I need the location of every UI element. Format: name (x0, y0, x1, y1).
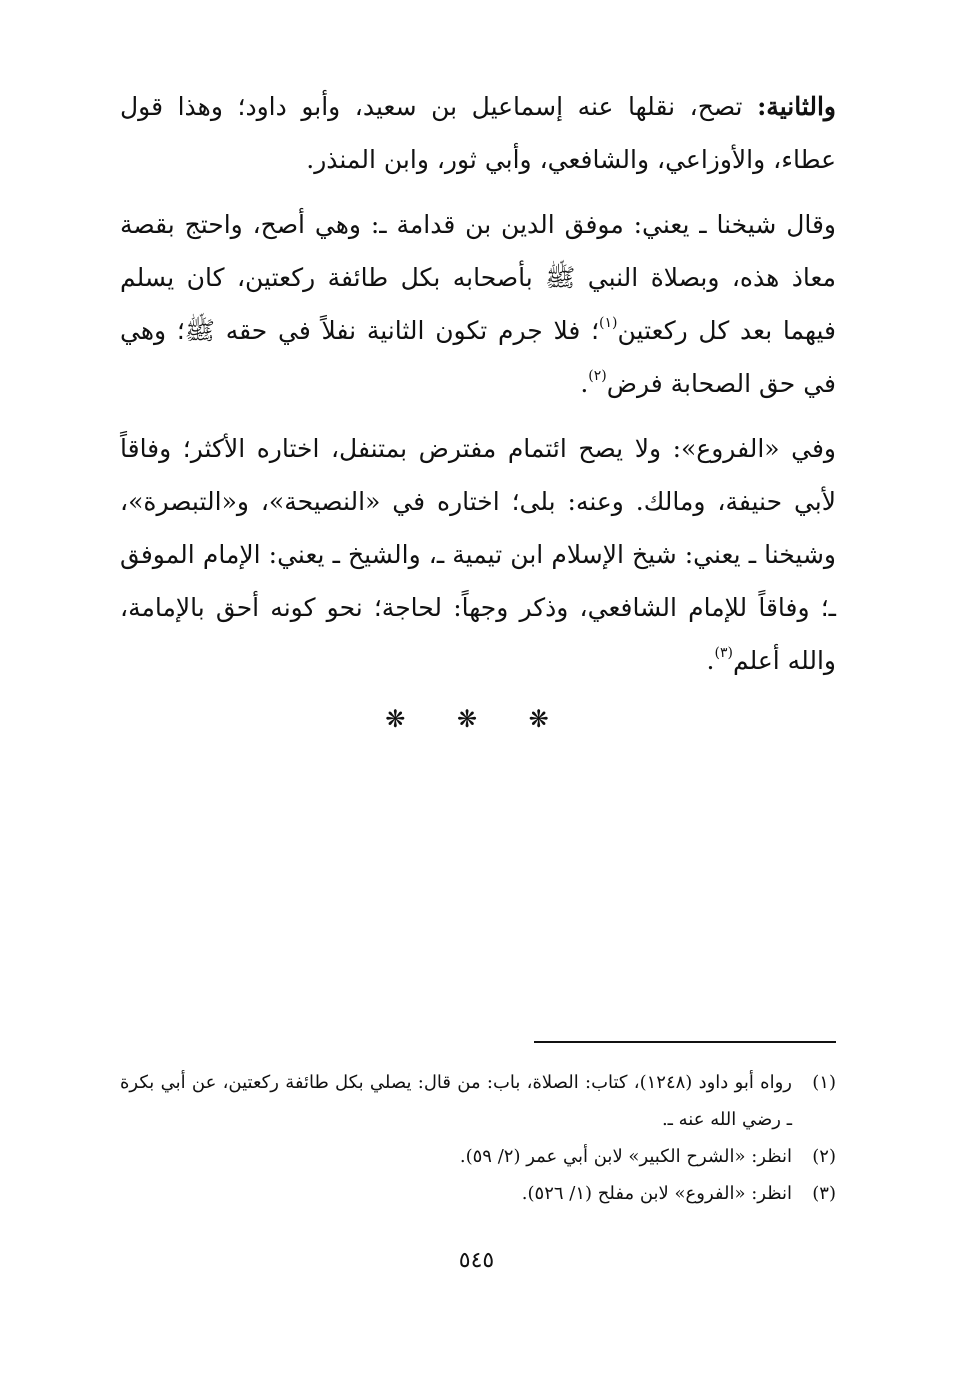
paragraph-text: . (580, 369, 589, 398)
paragraph-text: وفي «الفروع»: ولا يصح ائتمام مفترض بمتنفل، اختاره الأكثر؛ وفاقاً لأبي حنيفة، ومالك. وعنه: بلى؛ اختاره في «النصيحة»، و«التبصرة»، وشيخنا ـ يعني: شيخ الإسلام ابن تيمية ـ، والشيخ ـ يعني: الإمام الموفق ـ؛ وفاقاً للإمام الشافعي، وذكر وجهاً: لحاجة؛ نحو كونه أحق بالإمامة، والله أعلم (120, 434, 836, 675)
footnote-ref[interactable]: (١) (599, 315, 618, 331)
paragraph-lead: والثانية: (757, 92, 836, 121)
paragraph-2 (120, 198, 836, 410)
section-separator: ❋ ❋ ❋ (385, 705, 571, 733)
page-number: ٥٤٥ (458, 1248, 495, 1273)
paragraph-text: . (706, 646, 715, 675)
footnote-number: (١) (812, 1072, 836, 1093)
paragraph-1 (120, 80, 836, 186)
paragraph-text: وقال شيخنا ـ يعني: موفق الدين بن قدامة ـ: وهي أصح، واحتج بقصة معاذ هذه، وبصلاة النبي ﷺ بأصحابه بكل طائفة ركعتين، كان يسلم فيهما بعد كل ركعتين (120, 210, 836, 345)
footnote-divider (534, 1041, 836, 1043)
footnote-text: انظر: «الشرح الكبير» لابن أبي عمر (٢/ ٥٩). (459, 1146, 792, 1167)
footnote-item (120, 1175, 836, 1212)
footnote-text: رواه أبو داود (١٢٤٨)، كتاب: الصلاة، باب: من قال: يصلي بكل طائفة ركعتين، عن أبي بكرة ـ رضي الله عنه ـ. (120, 1072, 792, 1130)
footnotes (120, 1064, 836, 1212)
paragraph-text: ؛ فلا جرم تكون الثانية نفلاً في حقه ﷺ؛ وهي في حق الصحابة فرض (120, 316, 836, 398)
footnote-item (120, 1064, 836, 1138)
footnote-item (120, 1138, 836, 1175)
paragraph-3 (120, 422, 836, 687)
main-text (120, 80, 836, 739)
footnote-number: (٢) (812, 1146, 836, 1167)
footnote-ref[interactable]: (٢) (588, 368, 607, 384)
paragraph-text: تصح، نقلها عنه إسماعيل بن سعيد، وأبو داود؛ وهذا قول عطاء، والأوزاعي، والشافعي، وأبي ثور، وابن المنذر. (120, 92, 836, 174)
footnote-text: انظر: «الفروع» لابن مفلح (١/ ٥٢٦). (521, 1183, 792, 1204)
footnote-number: (٣) (812, 1183, 836, 1204)
footnote-ref[interactable]: (٣) (714, 645, 733, 661)
